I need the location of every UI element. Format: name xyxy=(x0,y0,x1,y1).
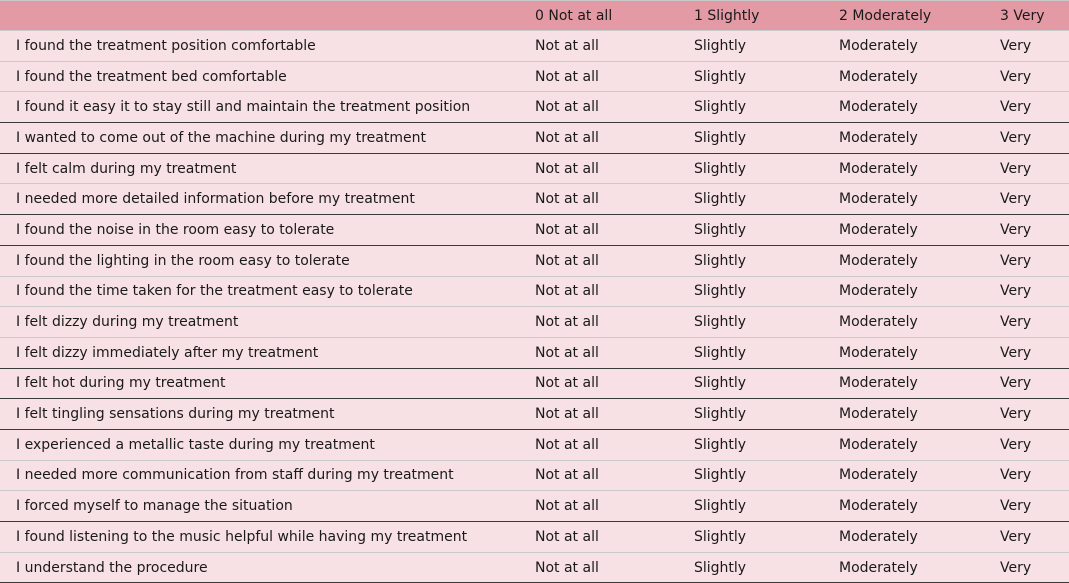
option-moderately-cell: Moderately xyxy=(837,337,998,368)
table-row xyxy=(0,184,1069,215)
table-row xyxy=(0,215,1069,246)
question-cell: I found the treatment bed comfortable xyxy=(0,61,533,92)
option-not-at-all-cell: Not at all xyxy=(533,552,692,583)
option-moderately-cell: Moderately xyxy=(837,368,998,399)
option-very-cell: Very xyxy=(998,399,1069,430)
question-cell: I needed more detailed information before my treatment xyxy=(0,184,533,215)
question-cell: I felt hot during my treatment xyxy=(0,368,533,399)
option-slightly-cell: Slightly xyxy=(692,123,837,154)
table-row xyxy=(0,31,1069,62)
header-very: 3 Very xyxy=(998,1,1069,31)
option-moderately-cell: Moderately xyxy=(837,399,998,430)
option-very-cell: Very xyxy=(998,92,1069,123)
option-slightly-cell: Slightly xyxy=(692,368,837,399)
option-slightly-cell: Slightly xyxy=(692,245,837,276)
header-slightly: 1 Slightly xyxy=(692,1,837,31)
option-very-cell: Very xyxy=(998,215,1069,246)
option-not-at-all-cell: Not at all xyxy=(533,522,692,553)
option-slightly-cell: Slightly xyxy=(692,429,837,460)
option-moderately-cell: Moderately xyxy=(837,491,998,522)
option-very-cell: Very xyxy=(998,491,1069,522)
table-row xyxy=(0,276,1069,307)
option-moderately-cell: Moderately xyxy=(837,215,998,246)
option-very-cell: Very xyxy=(998,522,1069,553)
option-not-at-all-cell: Not at all xyxy=(533,92,692,123)
option-very-cell: Very xyxy=(998,31,1069,62)
option-not-at-all-cell: Not at all xyxy=(533,31,692,62)
survey-body xyxy=(0,31,1069,583)
option-slightly-cell: Slightly xyxy=(692,61,837,92)
option-not-at-all-cell: Not at all xyxy=(533,337,692,368)
option-not-at-all-cell: Not at all xyxy=(533,215,692,246)
option-not-at-all-cell: Not at all xyxy=(533,61,692,92)
option-very-cell: Very xyxy=(998,460,1069,491)
option-not-at-all-cell: Not at all xyxy=(533,276,692,307)
question-cell: I forced myself to manage the situation xyxy=(0,491,533,522)
option-moderately-cell: Moderately xyxy=(837,153,998,184)
option-very-cell: Very xyxy=(998,245,1069,276)
option-moderately-cell: Moderately xyxy=(837,31,998,62)
header-row xyxy=(0,1,1069,31)
option-moderately-cell: Moderately xyxy=(837,552,998,583)
table-row xyxy=(0,552,1069,583)
option-slightly-cell: Slightly xyxy=(692,307,837,338)
question-cell: I found the time taken for the treatment easy to tolerate xyxy=(0,276,533,307)
table-row xyxy=(0,337,1069,368)
option-very-cell: Very xyxy=(998,552,1069,583)
question-cell: I found the treatment position comfortable xyxy=(0,31,533,62)
option-moderately-cell: Moderately xyxy=(837,429,998,460)
option-not-at-all-cell: Not at all xyxy=(533,368,692,399)
option-slightly-cell: Slightly xyxy=(692,552,837,583)
option-very-cell: Very xyxy=(998,368,1069,399)
option-very-cell: Very xyxy=(998,153,1069,184)
option-slightly-cell: Slightly xyxy=(692,460,837,491)
option-slightly-cell: Slightly xyxy=(692,92,837,123)
option-very-cell: Very xyxy=(998,123,1069,154)
option-moderately-cell: Moderately xyxy=(837,522,998,553)
option-not-at-all-cell: Not at all xyxy=(533,153,692,184)
question-cell: I experienced a metallic taste during my treatment xyxy=(0,429,533,460)
question-cell: I needed more communication from staff during my treatment xyxy=(0,460,533,491)
option-slightly-cell: Slightly xyxy=(692,184,837,215)
table-row xyxy=(0,399,1069,430)
option-very-cell: Very xyxy=(998,276,1069,307)
option-not-at-all-cell: Not at all xyxy=(533,184,692,215)
question-cell: I found the lighting in the room easy to tolerate xyxy=(0,245,533,276)
option-slightly-cell: Slightly xyxy=(692,399,837,430)
table-row xyxy=(0,368,1069,399)
option-slightly-cell: Slightly xyxy=(692,337,837,368)
option-moderately-cell: Moderately xyxy=(837,92,998,123)
table-row xyxy=(0,92,1069,123)
option-not-at-all-cell: Not at all xyxy=(533,460,692,491)
question-cell: I wanted to come out of the machine during my treatment xyxy=(0,123,533,154)
option-slightly-cell: Slightly xyxy=(692,153,837,184)
option-not-at-all-cell: Not at all xyxy=(533,307,692,338)
option-slightly-cell: Slightly xyxy=(692,491,837,522)
option-very-cell: Very xyxy=(998,184,1069,215)
option-moderately-cell: Moderately xyxy=(837,61,998,92)
table-row xyxy=(0,429,1069,460)
question-cell: I felt dizzy during my treatment xyxy=(0,307,533,338)
table-row xyxy=(0,123,1069,154)
option-not-at-all-cell: Not at all xyxy=(533,245,692,276)
option-moderately-cell: Moderately xyxy=(837,245,998,276)
option-moderately-cell: Moderately xyxy=(837,184,998,215)
header-question xyxy=(0,1,533,31)
option-slightly-cell: Slightly xyxy=(692,215,837,246)
option-very-cell: Very xyxy=(998,429,1069,460)
option-moderately-cell: Moderately xyxy=(837,460,998,491)
option-not-at-all-cell: Not at all xyxy=(533,491,692,522)
header-moderately: 2 Moderately xyxy=(837,1,998,31)
option-moderately-cell: Moderately xyxy=(837,123,998,154)
header-not-at-all: 0 Not at all xyxy=(533,1,692,31)
option-moderately-cell: Moderately xyxy=(837,276,998,307)
question-cell: I found the noise in the room easy to tolerate xyxy=(0,215,533,246)
option-moderately-cell: Moderately xyxy=(837,307,998,338)
option-not-at-all-cell: Not at all xyxy=(533,123,692,154)
option-slightly-cell: Slightly xyxy=(692,276,837,307)
table-row xyxy=(0,153,1069,184)
question-cell: I understand the procedure xyxy=(0,552,533,583)
question-cell: I felt dizzy immediately after my treatment xyxy=(0,337,533,368)
option-not-at-all-cell: Not at all xyxy=(533,429,692,460)
option-very-cell: Very xyxy=(998,61,1069,92)
option-slightly-cell: Slightly xyxy=(692,522,837,553)
table-row xyxy=(0,61,1069,92)
table-row xyxy=(0,522,1069,553)
table-row xyxy=(0,460,1069,491)
table-row xyxy=(0,307,1069,338)
option-very-cell: Very xyxy=(998,307,1069,338)
question-cell: I found listening to the music helpful while having my treatment xyxy=(0,522,533,553)
table-row xyxy=(0,491,1069,522)
question-cell: I felt calm during my treatment xyxy=(0,153,533,184)
question-cell: I found it easy it to stay still and maintain the treatment position xyxy=(0,92,533,123)
option-slightly-cell: Slightly xyxy=(692,31,837,62)
option-not-at-all-cell: Not at all xyxy=(533,399,692,430)
option-very-cell: Very xyxy=(998,337,1069,368)
table-row xyxy=(0,245,1069,276)
question-cell: I felt tingling sensations during my treatment xyxy=(0,399,533,430)
